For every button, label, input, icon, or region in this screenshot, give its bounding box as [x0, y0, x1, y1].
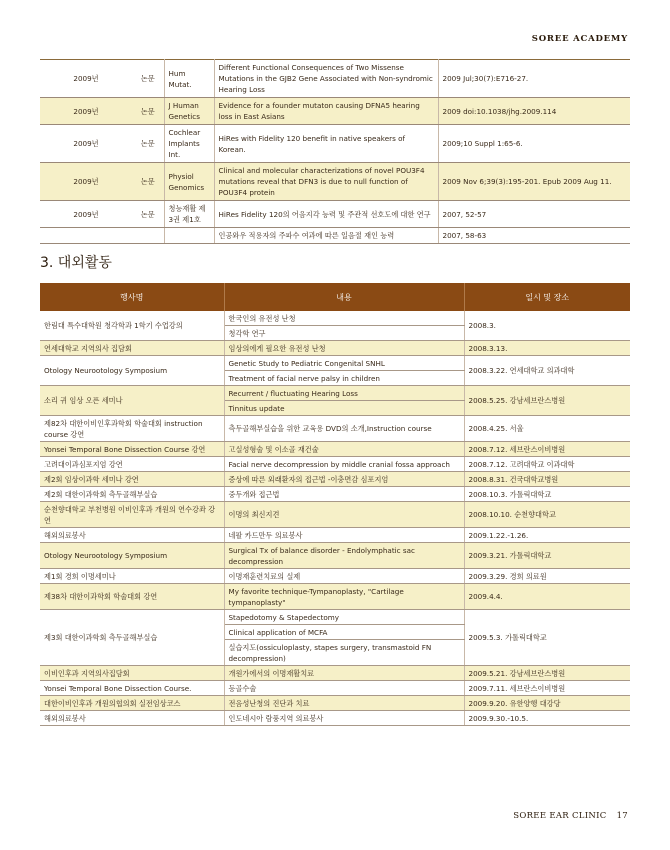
publication-year: 2009년	[40, 60, 132, 98]
publication-journal: 청능재활 제3권 제1호	[164, 201, 214, 228]
activity-name: 제82차 대한이비인후과학회 학술대회 instruction course 강연	[40, 416, 224, 442]
activity-row	[40, 681, 630, 696]
publication-year: 2009년	[40, 98, 132, 125]
publication-title: HiRes Fidelity 120의 어음지각 능력 및 주관적 선호도에 대한 연구	[214, 201, 438, 228]
activities-header-row	[40, 283, 630, 311]
activity-content: My favorite technique-Tympanoplasty, "Cartilage tympanoplasty"	[224, 584, 464, 610]
activity-row	[40, 569, 630, 584]
activity-date: 2008.10.3. 가톨릭대학교	[464, 487, 630, 502]
activity-content: Facial nerve decompression by middle cranial fossa approach	[224, 457, 464, 472]
activity-name: Otology Neurootology Symposium	[40, 356, 224, 386]
activity-row	[40, 356, 630, 371]
activity-row	[40, 416, 630, 442]
activity-date: 2009.3.29. 경희 의료원	[464, 569, 630, 584]
activity-content: 인도네시아 람풍지역 의료봉사	[224, 711, 464, 726]
activity-content: 청각학 연구	[224, 326, 464, 341]
activity-content: Clinical application of MCFA	[224, 625, 464, 640]
activity-content: 중두개와 접근법	[224, 487, 464, 502]
publication-journal	[164, 228, 214, 244]
publication-journal: Cochlear Implants Int.	[164, 125, 214, 163]
activity-name: 고려대이과심포지엄 강연	[40, 457, 224, 472]
activity-row	[40, 472, 630, 487]
publication-row	[40, 163, 630, 201]
publication-title: Clinical and molecular characterizations of novel POU3F4 mutations reveal that DFN3 is due to null function of POU3F4 protein	[214, 163, 438, 201]
activity-date: 2008.3.13.	[464, 341, 630, 356]
publication-type: 논문	[132, 163, 164, 201]
publication-citation: 2009;10 Suppl 1:65-6.	[438, 125, 630, 163]
activity-row	[40, 502, 630, 528]
page-number: 17	[616, 811, 628, 821]
activity-row	[40, 341, 630, 356]
publication-journal: Hum Mutat.	[164, 60, 214, 98]
publication-year: 2009년	[40, 201, 132, 228]
activity-name: 연세대학교 지역의사 집담회	[40, 341, 224, 356]
publication-row	[40, 125, 630, 163]
footer-clinic: SOREE EAR CLINIC	[513, 811, 607, 821]
activity-date: 2008.3.	[464, 311, 630, 341]
activity-date: 2008.4.25. 서울	[464, 416, 630, 442]
activities-table	[40, 283, 630, 726]
publication-type: 논문	[132, 60, 164, 98]
activity-name: 제2회 대한이과학회 측두골해부실습	[40, 487, 224, 502]
activity-date: 2009.4.4.	[464, 584, 630, 610]
activity-content: 고실성형술 및 이소골 재건술	[224, 442, 464, 457]
activity-content: Stapedotomy & Stapedectomy	[224, 610, 464, 625]
activity-content: 한국인의 유전성 난청	[224, 311, 464, 326]
publication-journal: Physiol Genomics	[164, 163, 214, 201]
header-brand: SOREE ACADEMY	[531, 34, 628, 44]
activity-row	[40, 457, 630, 472]
publication-row	[40, 98, 630, 125]
publication-journal: J Human Genetics	[164, 98, 214, 125]
footer	[513, 811, 628, 821]
publication-citation: 2007, 52-57	[438, 201, 630, 228]
activity-row	[40, 666, 630, 681]
activity-date: 2008.8.31. 건국대학교병원	[464, 472, 630, 487]
activity-name: 제3회 대한이과학회 측두골해부실습	[40, 610, 224, 666]
activity-name: 제1회 경희 이명세미나	[40, 569, 224, 584]
activity-row	[40, 711, 630, 726]
section-title: 3. 대외활동	[40, 255, 112, 271]
activity-name: 제2회 임상이과학 세미나 강연	[40, 472, 224, 487]
header-name: 행사명	[40, 283, 224, 311]
publication-citation: 2009 Jul;30(7):E716-27.	[438, 60, 630, 98]
activity-row	[40, 311, 630, 326]
activity-date: 2008.7.12. 세브란스이비병원	[464, 442, 630, 457]
activity-content: 네팔 카드만두 의료봉사	[224, 528, 464, 543]
activity-content: Recurrent / fluctuating Hearing Loss	[224, 386, 464, 401]
activity-name: Yonsei Temporal Bone Dissection Course.	[40, 681, 224, 696]
activity-content: 측두골해부실습을 위한 교육용 DVD의 소개,Instruction course	[224, 416, 464, 442]
publication-citation: 2009 doi:10.1038/jhg.2009.114	[438, 98, 630, 125]
activity-date: 2009.9.30.-10.5.	[464, 711, 630, 726]
activity-name: 소리 귀 임상 오픈 세미나	[40, 386, 224, 416]
publication-type: 논문	[132, 125, 164, 163]
header-date: 일시 및 장소	[464, 283, 630, 311]
activity-name: 제38차 대한이과학회 학술대회 강연	[40, 584, 224, 610]
activity-content: 이명재훈련치료의 실제	[224, 569, 464, 584]
activity-content: 이명의 최신지견	[224, 502, 464, 528]
activity-date: 2009.1.22.-1.26.	[464, 528, 630, 543]
activity-content: Treatment of facial nerve palsy in children	[224, 371, 464, 386]
activity-date: 2008.7.12. 고려대학교 이과대학	[464, 457, 630, 472]
activity-date: 2009.7.11. 세브란스이비병원	[464, 681, 630, 696]
publication-citation: 2007, 58-63	[438, 228, 630, 244]
activity-content: 등골수술	[224, 681, 464, 696]
publication-title: Different Functional Consequences of Two Missense Mutations in the GJB2 Gene Associated with Non-syndromic Hearing Loss	[214, 60, 438, 98]
activity-row	[40, 610, 630, 625]
publications-table	[40, 59, 630, 244]
activity-row	[40, 584, 630, 610]
publication-type: 논문	[132, 98, 164, 125]
publication-title: HiRes with Fidelity 120 benefit in native speakers of Korean.	[214, 125, 438, 163]
activity-row	[40, 442, 630, 457]
activity-date: 2008.3.22. 연세대학교 의과대학	[464, 356, 630, 386]
activity-date: 2009.5.3. 가톨릭대학교	[464, 610, 630, 666]
activity-content: 실습지도(ossiculoplasty, stapes surgery, transmastoid FN decompression)	[224, 640, 464, 666]
activity-content: 전음성난청의 진단과 치료	[224, 696, 464, 711]
activity-date: 2009.3.21. 가톨릭대학교	[464, 543, 630, 569]
activity-name: 한림대 특수대학원 청각학과 1학기 수업강의	[40, 311, 224, 341]
publication-row	[40, 201, 630, 228]
activity-name: Otology Neurootology Symposium	[40, 543, 224, 569]
activity-content: 개원가에서의 이명재활치료	[224, 666, 464, 681]
activity-name: 해외의료봉사	[40, 711, 224, 726]
activity-name: 대한이비인후과 개원의협의회 실전임상코스	[40, 696, 224, 711]
activity-name: Yonsei Temporal Bone Dissection Course 강연	[40, 442, 224, 457]
publication-title: 인공와우 적용자의 주파수 여과에 따른 일음절 재인 능력	[214, 228, 438, 244]
activity-content: 증상에 따른 외래환자의 접근법 -이충면감 심포지엄	[224, 472, 464, 487]
activity-date: 2009.5.21. 강남세브란스병원	[464, 666, 630, 681]
activity-row	[40, 696, 630, 711]
activity-row	[40, 487, 630, 502]
publication-year	[40, 228, 132, 244]
publication-type: 논문	[132, 201, 164, 228]
activity-name: 이비인후과 지역의사집담회	[40, 666, 224, 681]
activity-content: Surgical Tx of balance disorder - Endolymphatic sac decompression	[224, 543, 464, 569]
publication-type	[132, 228, 164, 244]
activity-date: 2008.10.10. 순천향대학교	[464, 502, 630, 528]
activity-name: 해외의료봉사	[40, 528, 224, 543]
publication-row	[40, 60, 630, 98]
publication-title: Evidence for a founder mutaton causing DFNA5 hearing loss in East Asians	[214, 98, 438, 125]
activity-name: 순천향대학교 부천병원 이비인후과 개원의 연수강좌 강연	[40, 502, 224, 528]
activity-content: 임상의에게 필요한 유전성 난청	[224, 341, 464, 356]
activity-content: Genetic Study to Pediatric Congenital SNHL	[224, 356, 464, 371]
publication-row	[40, 228, 630, 244]
header-content: 내용	[224, 283, 464, 311]
publication-citation: 2009 Nov 6;39(3):195-201. Epub 2009 Aug 11.	[438, 163, 630, 201]
activity-row	[40, 386, 630, 401]
publication-year: 2009년	[40, 163, 132, 201]
activity-row	[40, 543, 630, 569]
activity-row	[40, 528, 630, 543]
publication-year: 2009년	[40, 125, 132, 163]
activity-date: 2008.5.25. 강남세브란스병원	[464, 386, 630, 416]
activity-content: Tinnitus update	[224, 401, 464, 416]
activity-date: 2009.9.20. 유한양행 대강당	[464, 696, 630, 711]
